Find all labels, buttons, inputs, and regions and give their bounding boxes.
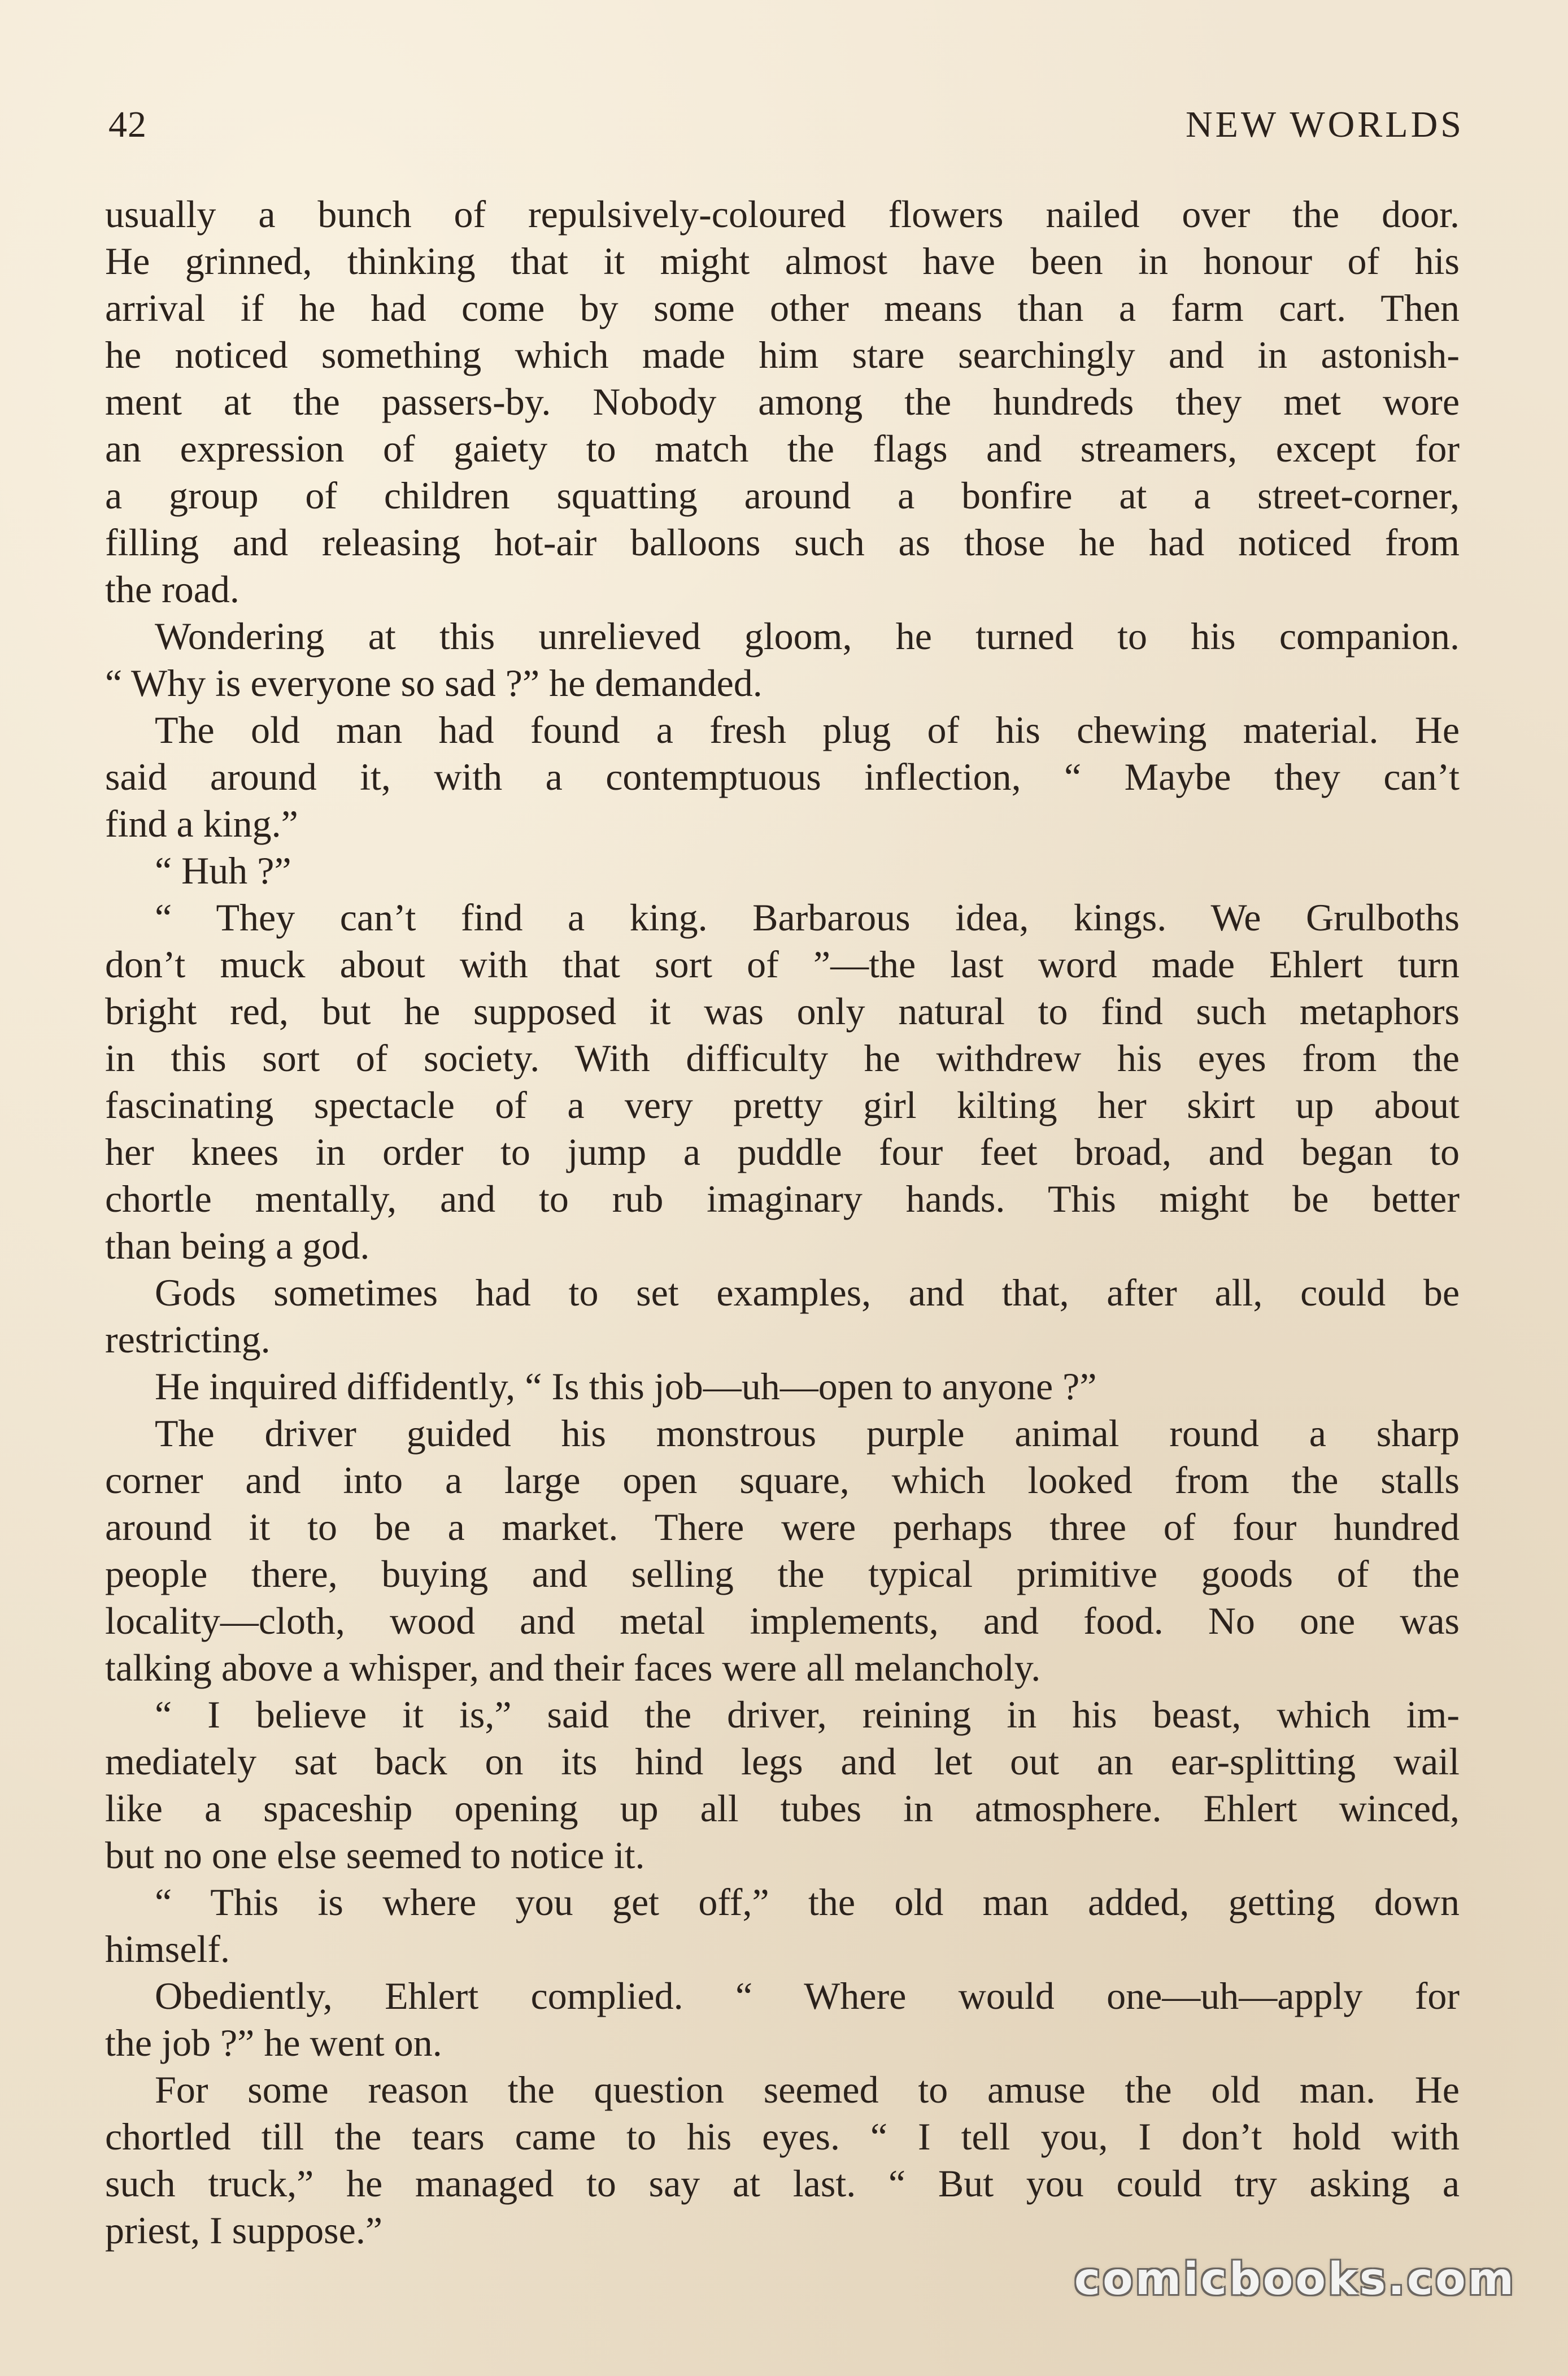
- text-line: “ Why is everyone so sad ?” he demanded.: [105, 662, 763, 704]
- text-line: mediately sat back on its hind legs and let out an ear-splitting wail: [105, 1740, 1460, 1783]
- text-line: he noticed something which made him stare searchingly and in astonish-: [105, 333, 1460, 376]
- text-line: such truck,” he managed to say at last. “ But you could try asking a: [105, 2162, 1460, 2205]
- running-head: [108, 99, 1464, 150]
- text-line: bright red, but he supposed it was only natural to find such metaphors: [105, 990, 1460, 1033]
- text-line: Wondering at this unrelieved gloom, he turned to his companion.: [155, 615, 1460, 658]
- page-number: 42: [108, 104, 147, 145]
- text-line: but no one else seemed to notice it.: [105, 1834, 645, 1877]
- text-line: “ This is where you get off,” the old man added, getting down: [155, 1881, 1460, 1924]
- text-line: a group of children squatting around a bonfire at a street-corner,: [105, 474, 1460, 517]
- text-line: chortled till the tears came to his eyes. “ I tell you, I don’t hold with: [105, 2115, 1460, 2158]
- text-line: said around it, with a contemptuous inflection, “ Maybe they can’t: [105, 755, 1460, 798]
- text-line: He inquired diffidently, “ Is this job—uh—open to anyone ?”: [155, 1365, 1097, 1408]
- text-line: the road.: [105, 568, 239, 611]
- text-line: like a spaceship opening up all tubes in atmosphere. Ehlert winced,: [105, 1787, 1460, 1830]
- text-line: The old man had found a fresh plug of his chewing material. He: [155, 708, 1460, 751]
- text-line: Obediently, Ehlert complied. “ Where would one—uh—apply for: [155, 1974, 1460, 2017]
- text-line: don’t muck about with that sort of ”—the last word made Ehlert turn: [105, 943, 1460, 986]
- text-line: her knees in order to jump a puddle four feet broad, and began to: [105, 1130, 1460, 1173]
- text-line: filling and releasing hot-air balloons such as those he had noticed from: [105, 521, 1460, 564]
- text-line: find a king.”: [105, 802, 298, 845]
- text-line: fascinating spectacle of a very pretty girl kilting her skirt up about: [105, 1083, 1460, 1126]
- text-line: “ I believe it is,” said the driver, reining in his beast, which im-: [155, 1693, 1460, 1736]
- text-line: chortle mentally, and to rub imaginary hands. This might be better: [105, 1177, 1460, 1220]
- body-text: [105, 191, 1460, 2254]
- text-line: than being a god.: [105, 1224, 370, 1267]
- text-line: For some reason the question seemed to amuse the old man. He: [155, 2068, 1460, 2111]
- running-title: NEW WORLDS: [1185, 104, 1464, 145]
- text-line: restricting.: [105, 1318, 271, 1361]
- text-line: Gods sometimes had to set examples, and that, after all, could be: [155, 1271, 1460, 1314]
- watermark-logo: comicbooks.com: [1074, 2254, 1516, 2305]
- text-line: “ They can’t find a king. Barbarous idea, kings. We Grulboths: [155, 896, 1460, 939]
- text-line: an expression of gaiety to match the flags and streamers, except for: [105, 427, 1460, 470]
- text-line: around it to be a market. There were perhaps three of four hundred: [105, 1505, 1460, 1548]
- text-line: corner and into a large open square, which looked from the stalls: [105, 1459, 1460, 1502]
- text-line: arrival if he had come by some other means than a farm cart. Then: [105, 286, 1460, 329]
- text-line: usually a bunch of repulsively-coloured flowers nailed over the door.: [105, 193, 1460, 236]
- text-line: ment at the passers-by. Nobody among the hundreds they met wore: [105, 380, 1460, 423]
- text-line: “ Huh ?”: [155, 849, 291, 892]
- text-line: people there, buying and selling the typical primitive goods of the: [105, 1552, 1460, 1595]
- text-line: in this sort of society. With difficulty he withdrew his eyes from the: [105, 1037, 1460, 1080]
- text-line: locality—cloth, wood and metal implements, and food. No one was: [105, 1599, 1460, 1642]
- text-line: He grinned, thinking that it might almost have been in honour of his: [105, 240, 1460, 282]
- text-line: the job ?” he went on.: [105, 2021, 442, 2064]
- text-line: talking above a whisper, and their faces were all melancholy.: [105, 1646, 1041, 1689]
- text-line: The driver guided his monstrous purple animal round a sharp: [155, 1412, 1460, 1455]
- text-line: priest, I suppose.”: [105, 2209, 383, 2252]
- text-line: himself.: [105, 1927, 230, 1970]
